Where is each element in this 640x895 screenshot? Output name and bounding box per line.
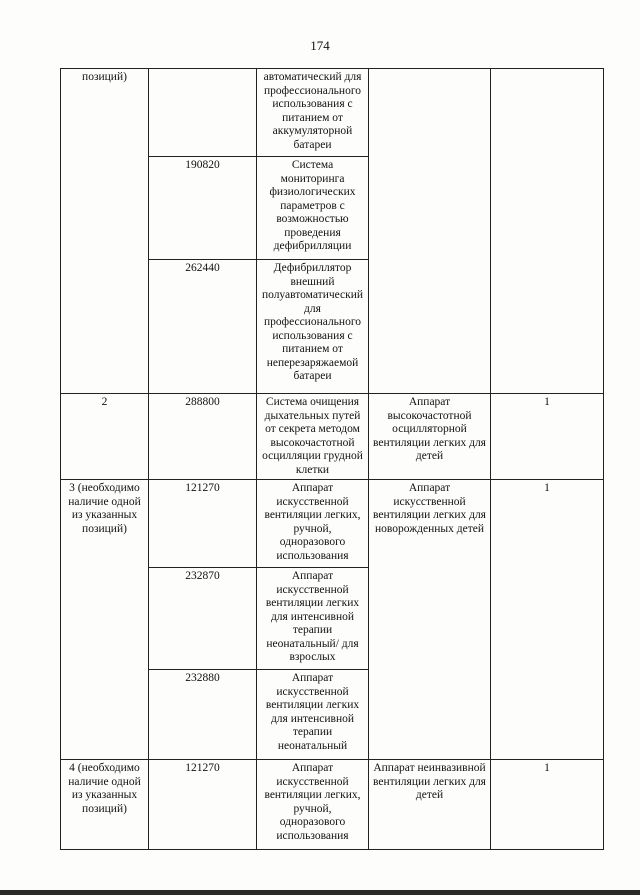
table-row <box>61 760 604 850</box>
table-row <box>61 69 604 157</box>
equipment-cell: Аппарат высокочастотной осцилляторной вентиляции легких для детей <box>369 394 491 480</box>
quantity-cell <box>491 69 604 394</box>
equipment-cell <box>369 69 491 394</box>
table-row <box>61 480 604 568</box>
name-cell: Аппарат искусственной вентиляции легких для интенсивной терапии неонатальный <box>257 670 369 760</box>
code-cell: 190820 <box>149 157 257 260</box>
name-cell: Аппарат искусственной вентиляции легких, ручной, одноразового использования <box>257 760 369 850</box>
quantity-cell: 1 <box>491 394 604 480</box>
code-cell: 121270 <box>149 760 257 850</box>
equipment-cell: Аппарат искусственной вентиляции легких для новорожденных детей <box>369 480 491 760</box>
quantity-cell: 1 <box>491 760 604 850</box>
code-cell: 288800 <box>149 394 257 480</box>
equipment-cell: Аппарат неинвазивной вентиляции легких для детей <box>369 760 491 850</box>
scan-border <box>0 890 640 895</box>
code-cell: 262440 <box>149 260 257 394</box>
position-cell: 3 (необходимо наличие одной из указанных позиций) <box>61 480 149 760</box>
name-cell: автоматический для профессионального использования с питанием от аккумуляторной батареи <box>257 69 369 157</box>
code-cell: 232880 <box>149 670 257 760</box>
position-cell: 4 (необходимо наличие одной из указанных позиций) <box>61 760 149 850</box>
table-row <box>61 394 604 480</box>
code-cell <box>149 69 257 157</box>
name-cell: Аппарат искусственной вентиляции легких для интенсивной терапии неонатальный/ для взрослых <box>257 568 369 670</box>
name-cell: Дефибриллятор внешний полуавтоматический для профессионального использования с питанием от неперезаряжаемой батареи <box>257 260 369 394</box>
position-cell: позиций) <box>61 69 149 394</box>
page-number: 174 <box>310 38 330 53</box>
name-cell: Система очищения дыхательных путей от секрета методом высокочастотной осцилляции грудной клетки <box>257 394 369 480</box>
quantity-cell: 1 <box>491 480 604 760</box>
position-cell: 2 <box>61 394 149 480</box>
name-cell: Аппарат искусственной вентиляции легких, ручной, одноразового использования <box>257 480 369 568</box>
equipment-table <box>60 68 604 850</box>
code-cell: 121270 <box>149 480 257 568</box>
code-cell: 232870 <box>149 568 257 670</box>
name-cell: Система мониторинга физиологических параметров с возможностью проведения дефибрилляции <box>257 157 369 260</box>
